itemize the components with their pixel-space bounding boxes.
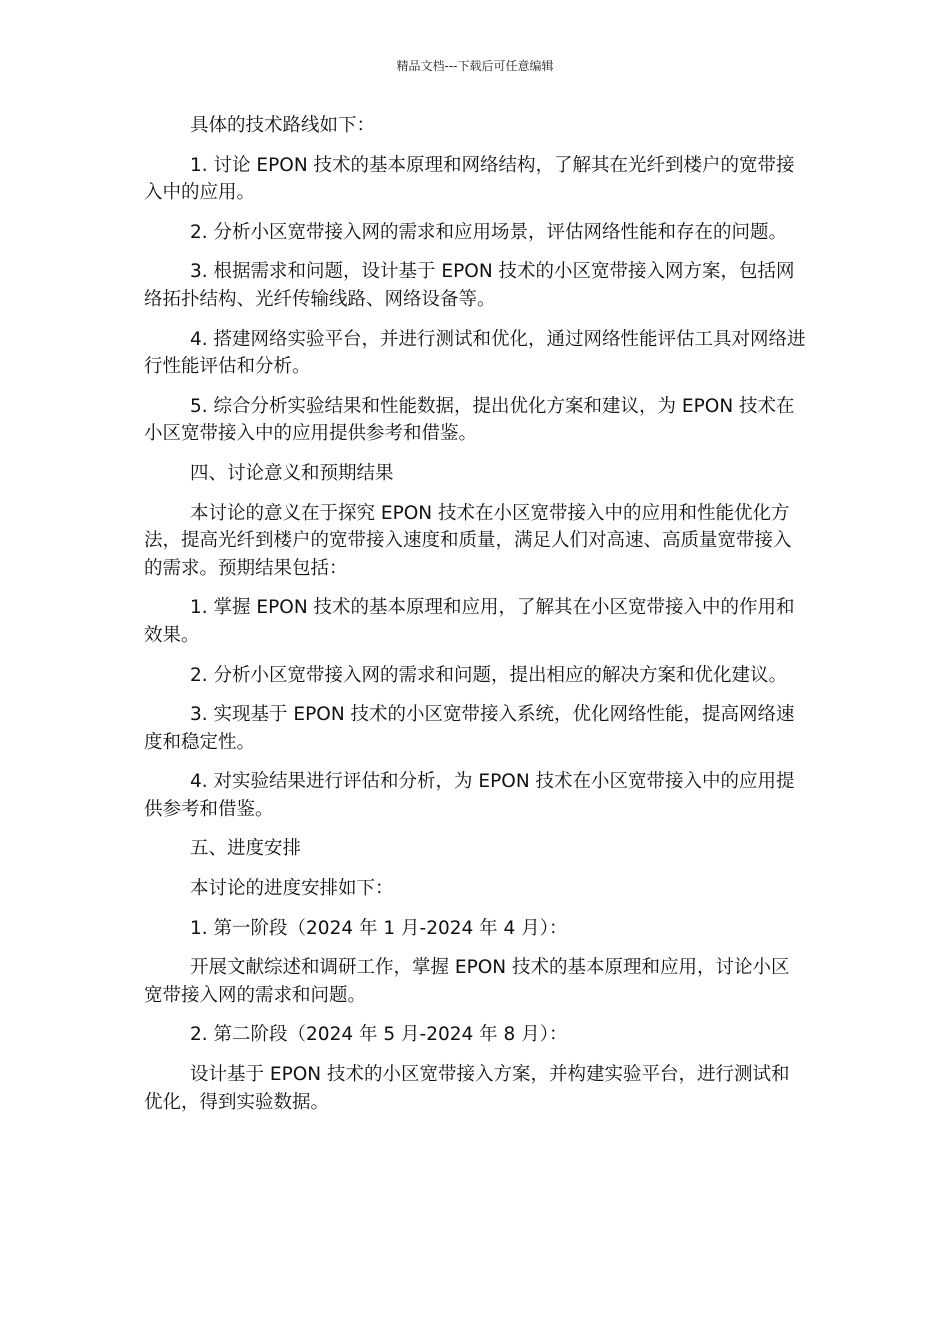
- paragraph-route-item-4: 4. 搭建网络实验平台，并进行测试和优化，通过网络性能评估工具对网络进行性能评估和分析。: [144, 328, 806, 378]
- paragraph-significance: 本讨论的意义在于探究 EPON 技术在小区宽带接入中的应用和性能优化方法，提高光纤到楼户的宽带接入速度和质量，满足人们对高速、高质量宽带接入的需求。预期结果包括：: [144, 502, 792, 579]
- paragraph-phase-1-desc: 开展文献综述和调研工作，掌握 EPON 技术的基本原理和应用，讨论小区宽带接入网的需求和问题。: [144, 957, 790, 1006]
- section-heading-schedule: 五、进度安排: [190, 838, 302, 860]
- paragraph-route-item-2: 2. 分析小区宽带接入网的需求和应用场景，评估网络性能和存在的问题。: [190, 221, 788, 243]
- paragraph-result-item-4: 4. 对实验结果进行评估和分析，为 EPON 技术在小区宽带接入中的应用提供参考和借鉴。: [144, 771, 795, 820]
- paragraph-route-item-1: 1. 讨论 EPON 技术的基本原理和网络结构，了解其在光纤到楼户的宽带接入中的应用。: [144, 154, 795, 204]
- paragraph-phase-1-title: 1. 第一阶段（2024 年 1 月-2024 年 4 月）：: [190, 917, 568, 939]
- paragraph-schedule-intro: 本讨论的进度安排如下：: [190, 878, 394, 900]
- paragraph-phase-2-desc: 设计基于 EPON 技术的小区宽带接入方案，并构建实验平台，进行测试和优化，得到实验数据。: [144, 1064, 790, 1113]
- paragraph-result-item-1: 1. 掌握 EPON 技术的基本原理和应用，了解其在小区宽带接入中的作用和效果。: [144, 597, 795, 646]
- paragraph-technical-route-intro: 具体的技术路线如下：: [190, 115, 376, 136]
- paragraph-result-item-2: 2. 分析小区宽带接入网的需求和问题，提出相应的解决方案和优化建议。: [190, 664, 788, 686]
- paragraph-route-item-5: 5. 综合分析实验结果和性能数据，提出优化方案和建议，为 EPON 技术在小区宽带接入中的应用提供参考和借鉴。: [144, 395, 795, 445]
- paragraph-phase-2-title: 2. 第二阶段（2024 年 5 月-2024 年 8 月）：: [190, 1024, 568, 1046]
- paragraph-route-item-3: 3. 根据需求和问题，设计基于 EPON 技术的小区宽带接入网方案，包括网络拓扑结构、光纤传输线路、网络设备等。: [144, 261, 795, 310]
- document-body: [144, 112, 806, 1128]
- section-heading-significance: 四、讨论意义和预期结果: [190, 462, 394, 484]
- page-header: 精品文档---下载后可任意编辑: [396, 59, 554, 73]
- paragraph-result-item-3: 3. 实现基于 EPON 技术的小区宽带接入系统，优化网络性能，提高网络速度和稳定性。: [144, 704, 795, 753]
